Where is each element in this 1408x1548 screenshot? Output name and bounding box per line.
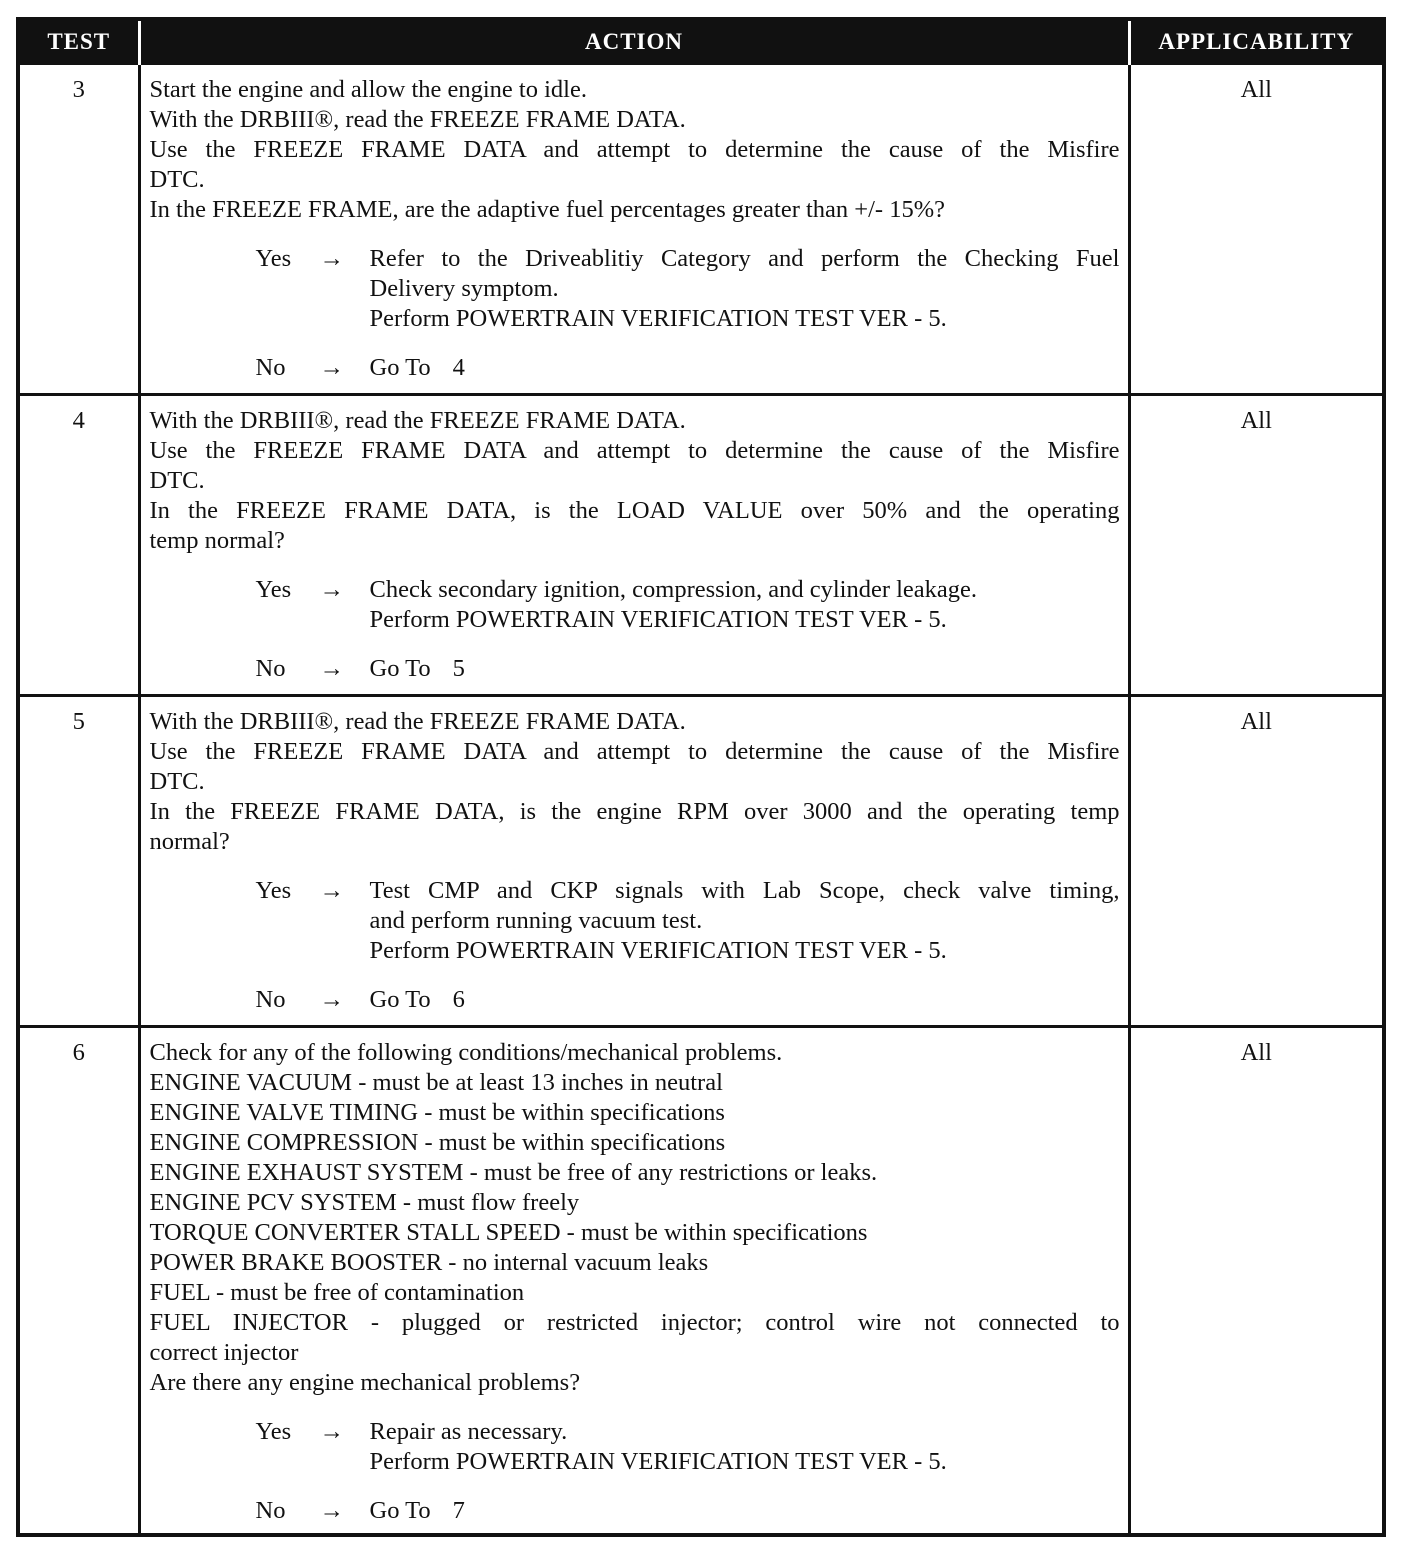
table-row	[20, 64, 1382, 395]
no-result	[370, 985, 1120, 1015]
test-number: 4	[20, 395, 139, 696]
action-line: ENGINE VALVE TIMING - must be within specifications	[149, 1099, 725, 1126]
action-line: ENGINE PCV SYSTEM - must flow freely	[149, 1189, 580, 1216]
arrow-right-icon: →	[319, 1497, 344, 1524]
no-label: No	[255, 1497, 286, 1524]
yes-line: Repair as necessary.	[369, 1418, 568, 1445]
arrow-right-icon: →	[319, 877, 344, 904]
action-cell	[139, 395, 1129, 696]
header-applicability: APPLICABILITY	[1129, 21, 1382, 64]
yes-label: Yes	[255, 877, 292, 904]
yes-line: Perform POWERTRAIN VERIFICATION TEST VER - 5.	[369, 305, 947, 332]
no-result	[370, 654, 1120, 684]
table-row	[20, 696, 1382, 1027]
no-branch	[256, 1496, 1120, 1526]
yes-line: Perform POWERTRAIN VERIFICATION TEST VER - 5.	[369, 937, 947, 964]
yes-line: Delivery symptom.	[369, 275, 559, 302]
action-line: Use the FREEZE FRAME DATA and attempt to determine the cause of the Misfire	[149, 136, 1120, 163]
header-action: ACTION	[139, 21, 1129, 64]
test-number: 5	[20, 696, 139, 1027]
yes-line: Check secondary ignition, compression, and cylinder leakage.	[369, 576, 978, 603]
action-cell	[139, 696, 1129, 1027]
action-line: ENGINE EXHAUST SYSTEM - must be free of any restrictions or leaks.	[149, 1159, 878, 1186]
yes-result	[370, 876, 1120, 966]
yes-label: Yes	[255, 245, 292, 272]
action-line: With the DRBIII®, read the FREEZE FRAME DATA.	[149, 407, 686, 434]
arrow-right-icon: →	[319, 245, 344, 272]
action-line: temp normal?	[149, 527, 285, 554]
action-line: DTC.	[149, 467, 205, 494]
yes-line: Perform POWERTRAIN VERIFICATION TEST VER - 5.	[369, 606, 947, 633]
action-line: Use the FREEZE FRAME DATA and attempt to determine the cause of the Misfire	[149, 437, 1120, 464]
goto-label: Go To	[369, 1497, 431, 1524]
table-row	[20, 1027, 1382, 1535]
goto-label: Go To	[369, 986, 431, 1013]
no-branch	[256, 353, 1120, 383]
action-line: correct injector	[149, 1339, 299, 1366]
action-line: normal?	[149, 828, 230, 855]
yes-line: Perform POWERTRAIN VERIFICATION TEST VER - 5.	[369, 1448, 947, 1475]
arrow-right-icon: →	[319, 1418, 344, 1445]
yes-line: and perform running vacuum test.	[369, 907, 703, 934]
action-line: Are there any engine mechanical problems?	[149, 1369, 581, 1396]
action-line: With the DRBIII®, read the FREEZE FRAME DATA.	[149, 106, 686, 133]
goto-label: Go To	[369, 354, 431, 381]
action-line: FUEL - must be free of contamination	[149, 1279, 525, 1306]
yes-line: Test CMP and CKP signals with Lab Scope, check valve timing,	[369, 877, 1120, 904]
action-line: POWER BRAKE BOOSTER - no internal vacuum leaks	[149, 1249, 709, 1276]
applicability-value: All	[1129, 395, 1382, 696]
arrow-right-icon: →	[319, 655, 344, 682]
action-line: ENGINE VACUUM - must be at least 13 inches in neutral	[149, 1069, 723, 1096]
action-line: DTC.	[149, 768, 205, 795]
header-test: TEST	[20, 21, 139, 64]
goto-target: 4	[452, 354, 465, 381]
diagnostic-test-table	[16, 17, 1386, 1537]
yes-branch	[256, 876, 1120, 966]
applicability-value: All	[1129, 64, 1382, 395]
action-line: Check for any of the following conditions/mechanical problems.	[149, 1039, 783, 1066]
goto-label: Go To	[369, 655, 431, 682]
action-line: In the FREEZE FRAME, are the adaptive fuel percentages greater than +/- 15%?	[149, 196, 945, 223]
no-branch	[256, 985, 1120, 1015]
arrow-right-icon: →	[319, 576, 344, 603]
test-table	[20, 21, 1382, 1534]
no-label: No	[255, 986, 286, 1013]
test-number: 6	[20, 1027, 139, 1535]
goto-target: 6	[452, 986, 465, 1013]
applicability-value: All	[1129, 696, 1382, 1027]
applicability-value: All	[1129, 1027, 1382, 1535]
action-line: Use the FREEZE FRAME DATA and attempt to determine the cause of the Misfire	[149, 738, 1120, 765]
yes-line: Refer to the Driveablitiy Category and perform the Checking Fuel	[369, 245, 1120, 272]
yes-result	[370, 1417, 1120, 1477]
action-line: In the FREEZE FRAME DATA, is the engine RPM over 3000 and the operating temp	[149, 798, 1120, 825]
action-line: Start the engine and allow the engine to idle.	[149, 76, 587, 103]
no-branch	[256, 654, 1120, 684]
no-result	[370, 1496, 1120, 1526]
goto-target: 5	[452, 655, 465, 682]
yes-branch	[256, 244, 1120, 334]
header-row	[20, 21, 1382, 64]
arrow-right-icon: →	[319, 354, 344, 381]
no-result	[370, 353, 1120, 383]
table-row	[20, 395, 1382, 696]
yes-result	[370, 575, 1120, 635]
action-line: In the FREEZE FRAME DATA, is the LOAD VALUE over 50% and the operating	[149, 497, 1120, 524]
yes-result	[370, 244, 1120, 334]
yes-label: Yes	[255, 576, 292, 603]
action-line: FUEL INJECTOR - plugged or restricted injector; control wire not connected to	[149, 1309, 1120, 1336]
yes-label: Yes	[255, 1418, 292, 1445]
arrow-right-icon: →	[319, 986, 344, 1013]
action-cell	[139, 64, 1129, 395]
action-line: With the DRBIII®, read the FREEZE FRAME DATA.	[149, 708, 686, 735]
action-line: TORQUE CONVERTER STALL SPEED - must be within specifications	[149, 1219, 868, 1246]
no-label: No	[255, 655, 286, 682]
goto-target: 7	[452, 1497, 465, 1524]
test-number: 3	[20, 64, 139, 395]
action-cell	[139, 1027, 1129, 1535]
action-line: DTC.	[149, 166, 205, 193]
action-line: ENGINE COMPRESSION - must be within specifications	[149, 1129, 726, 1156]
no-label: No	[255, 354, 286, 381]
yes-branch	[256, 575, 1120, 635]
yes-branch	[256, 1417, 1120, 1477]
